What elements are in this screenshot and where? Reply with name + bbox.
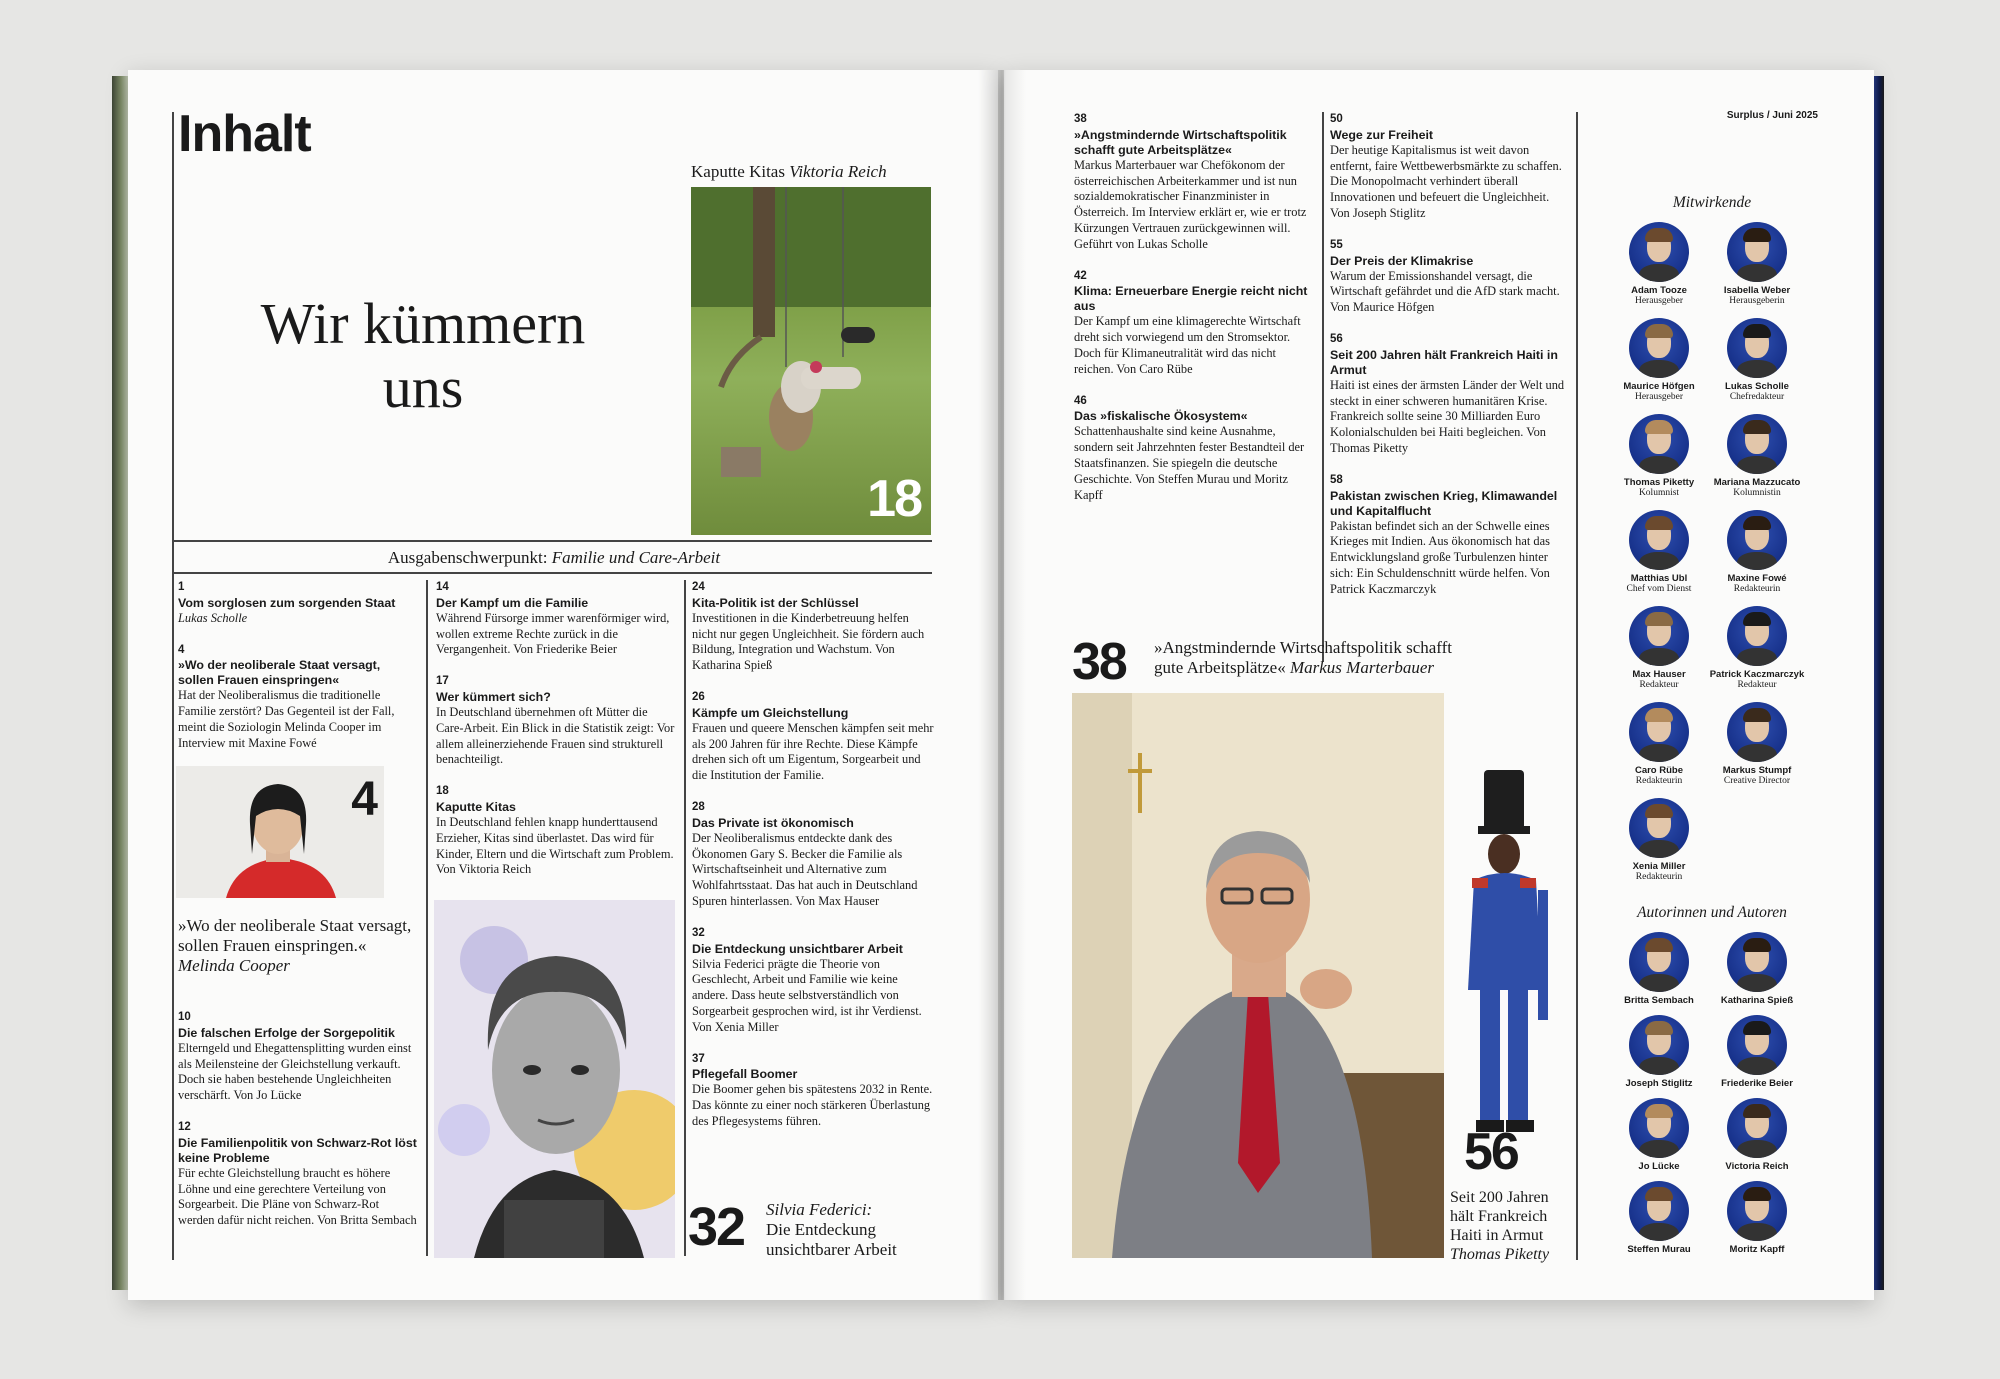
entry-headline: Die Familienpolitik von Schwarz-Rot löst keine Probleme	[178, 1135, 417, 1165]
contributor-card	[1604, 932, 1714, 1006]
avatar-body	[1737, 974, 1777, 992]
federici-line-1: Die Entdeckung	[766, 1220, 876, 1239]
toc-entry[interactable]	[436, 674, 676, 768]
toc-entry[interactable]	[178, 1010, 418, 1104]
toc-entry[interactable]	[178, 643, 418, 752]
toc-entry[interactable]	[1330, 238, 1570, 316]
entry-page-number: 4	[178, 643, 185, 656]
contributor-card	[1702, 1015, 1812, 1089]
left-page	[128, 70, 998, 1300]
contributor-name: Caro Rübe	[1634, 765, 1684, 776]
quote-text: »Wo der neoliberale Staat versagt, sollen Frauen einspringen.«	[178, 916, 412, 955]
toc-column-b	[1330, 112, 1570, 614]
entry-page-number: 10	[178, 1011, 191, 1023]
contributor-card	[1702, 510, 1812, 595]
column-rule	[1322, 112, 1324, 662]
avatar-body	[1639, 456, 1679, 474]
avatar-hair	[1743, 516, 1771, 530]
entry-page-number: 37	[692, 1052, 705, 1065]
entry-headline: Wege zur Freiheit	[1330, 127, 1434, 142]
contributor-name: Katharina Spieß	[1720, 995, 1794, 1006]
toc-entry[interactable]	[1074, 394, 1314, 504]
federici-page-number: 32	[688, 1197, 745, 1257]
avatar-hair	[1645, 708, 1673, 722]
toc-entry[interactable]	[1330, 473, 1570, 598]
contributor-card	[1702, 414, 1812, 499]
entry-page-number: 12	[178, 1120, 191, 1133]
entry-teaser: Der heutige Kapitalismus ist weit davon entfernt, faire Wettbewerbsmärkte zu schaffen. Die Monopolmacht verhindert überall Innovationen und befeuert die Ungleichheit. Von Joseph Stiglitz	[1330, 142, 1562, 220]
toc-entry[interactable]	[1074, 269, 1314, 378]
entry-page-number: 32	[692, 926, 705, 939]
contributor-card	[1604, 318, 1714, 403]
contributor-name: Matthias Ubl	[1630, 573, 1688, 584]
hero-line-1: Wir kümmern	[260, 291, 586, 356]
feature-56-author: Thomas Piketty	[1450, 1246, 1550, 1263]
federici-name: Silvia Federici:	[766, 1200, 873, 1219]
contributor-card	[1702, 932, 1812, 1006]
feature-38-author: Markus Marterbauer	[1289, 658, 1434, 677]
contributor-card	[1702, 1181, 1812, 1255]
column-rule	[426, 580, 428, 1256]
contributor-name: Mariana Mazzucato	[1713, 477, 1801, 488]
entry-headline: Pflegefall Boomer	[692, 1067, 798, 1082]
mitwirkende-heading: Mitwirkende	[1672, 194, 1752, 211]
contributor-role: Herausgeber	[1634, 392, 1683, 402]
avatar-body	[1737, 264, 1777, 282]
contributor-avatar	[1727, 1098, 1787, 1158]
avatar-hair	[1645, 1021, 1673, 1035]
avatar-hair	[1743, 1021, 1771, 1035]
quote-author: Melinda Cooper	[178, 956, 290, 975]
federici-illustration	[434, 900, 675, 1258]
contributor-avatar	[1727, 222, 1787, 282]
feature-38-line-1: »Angstmindernde Wirtschaftspolitik schafft	[1154, 638, 1453, 657]
toc-entry[interactable]	[692, 1052, 936, 1130]
toc-column-1	[178, 580, 418, 768]
contributor-card	[1702, 606, 1812, 691]
margin-rule	[172, 112, 174, 1260]
toc-entry[interactable]	[436, 580, 676, 658]
avatar-hair	[1743, 938, 1771, 952]
avatar-body	[1639, 552, 1679, 570]
entry-teaser: Investitionen in die Kinderbetreuung helfen nicht nur gegen Ungleichheit. Sie fördern auch Bildung, Integration und Wachstum. Von Katharina Spieß	[692, 610, 925, 673]
avatar-hair	[1743, 228, 1771, 242]
federici-caption	[766, 1200, 897, 1260]
contributor-name: Britta Sembach	[1624, 995, 1694, 1006]
contributor-name: Adam Tooze	[1631, 285, 1687, 296]
contributor-name: Markus Stumpf	[1722, 765, 1792, 776]
focus-label: Ausgabenschwerpunkt:	[387, 548, 548, 567]
contributor-name: Moritz Kapff	[1729, 1244, 1785, 1255]
contributor-role: Chef vom Dienst	[1626, 584, 1692, 594]
entry-headline: Der Preis der Klimakrise	[1330, 253, 1474, 268]
avatar-hair	[1645, 228, 1673, 242]
toc-column-1b	[178, 1010, 418, 1245]
spread-gutter	[978, 70, 1026, 1300]
entry-teaser: Für echte Gleichstellung braucht es höhere Löhne und eine gerechtere Verteilung von Sorgearbeit. Die Pläne von Schwarz-Rot werden dafür nicht reichen. Von Britta Sembach	[178, 1165, 417, 1228]
section-rule-lower	[172, 572, 932, 574]
entry-headline: Vom sorglosen zum sorgenden Staat	[178, 595, 396, 610]
avatar-hair	[1645, 612, 1673, 626]
entry-headline: Kämpfe um Gleichstellung	[692, 705, 849, 720]
contributor-role: Herausgeberin	[1729, 296, 1785, 306]
entry-page-number: 58	[1330, 473, 1343, 486]
entry-headline: Klima: Erneuerbare Energie reicht nicht aus	[1074, 284, 1308, 314]
entry-teaser: Schattenhaushalte sind keine Ausnahme, sondern seit Jahrzehnten fester Bestandteil der Staatsfinanzen. Sie spiegeln die deutsche Geschichte. Von Steffen Murau und Moritz Kapff	[1074, 424, 1305, 502]
entry-teaser: Silvia Federici prägte die Theorie von Geschlecht, Arbeit und Familie wie keine andere. Dass heute selbstverständlich von Sorgearbeit gesprochen wird, ist ihr Verdienst. Von Xenia Miller	[692, 956, 922, 1034]
entry-headline: Das »fiskalische Ökosystem«	[1074, 409, 1248, 424]
contributor-role: Redakteurin	[1635, 776, 1683, 786]
contributor-name: Joseph Stiglitz	[1625, 1078, 1693, 1089]
contributor-name: Friederike Beier	[1721, 1078, 1793, 1089]
contributor-avatar	[1629, 702, 1689, 762]
avatar-body	[1639, 974, 1679, 992]
contributor-card	[1702, 222, 1812, 307]
contributor-role: Redakteur	[1737, 680, 1777, 690]
cooper-quote	[178, 916, 418, 976]
entry-page-number: 55	[1330, 238, 1343, 251]
entry-headline: Pakistan zwischen Krieg, Klimawandel und Kapitalflucht	[1330, 488, 1558, 518]
caption-topic: Kaputte Kitas	[691, 162, 785, 181]
page-title: Inhalt	[178, 105, 311, 163]
avatar-hair	[1743, 708, 1771, 722]
contributor-card	[1702, 318, 1812, 403]
contributor-avatar	[1629, 1181, 1689, 1241]
toc-column-3	[692, 580, 936, 1146]
contributor-avatar	[1727, 606, 1787, 666]
entry-page-number: 46	[1074, 394, 1087, 407]
entry-headline: Der Kampf um die Familie	[436, 595, 589, 610]
entry-teaser: Warum der Emissionshandel versagt, die Wirtschaft gefährdet und die AfD stark macht. Von Maurice Höfgen	[1330, 268, 1560, 315]
feature-56-number: 56	[1464, 1123, 1518, 1181]
contributor-avatar	[1727, 1015, 1787, 1075]
hero-line-2: uns	[382, 355, 464, 420]
entry-teaser: Der Neoliberalismus entdeckte dank des Ökonomen Gary S. Becker die Familie als Wirtschaftseinheit und Alternative zum Wohlfahrtsstaat. Das hat auch in Deutschland Spuren hinterlassen. Von Max Hauser	[692, 830, 918, 908]
contributor-avatar	[1629, 318, 1689, 378]
contributor-avatar	[1727, 318, 1787, 378]
toc-column-a	[1074, 112, 1314, 519]
entry-headline: Die falschen Erfolge der Sorgepolitik	[178, 1025, 395, 1040]
feature-56-line-1: Seit 200 Jahren	[1450, 1189, 1549, 1206]
haiti-soldier-illustration	[1450, 770, 1560, 1170]
entry-teaser: Markus Marterbauer war Chefökonom der österreichischen Arbeiterkammer und ist nun sozialdemokratischer Finanzminister in Österreich. Im Interview erklärt er, wie er trotz Kürzungen Vertrauen zurückgewinnen will. Geführt von Lukas Scholle	[1074, 157, 1307, 251]
toc-entry[interactable]	[1330, 332, 1570, 457]
contributor-avatar	[1629, 798, 1689, 858]
contributor-card	[1604, 414, 1714, 499]
contributor-card	[1604, 798, 1714, 883]
avatar-body	[1737, 1223, 1777, 1241]
contributor-avatar	[1629, 1015, 1689, 1075]
contributor-card	[1604, 1181, 1714, 1255]
avatar-hair	[1645, 938, 1673, 952]
contributor-role: Kolumnistin	[1733, 488, 1781, 498]
contributor-avatar	[1727, 932, 1787, 992]
entry-teaser: Die Boomer gehen bis spätestens 2032 in Rente. Das könnte zu einer noch stärkeren Überlastung des Pflegesystems führen.	[692, 1082, 933, 1128]
contributor-avatar	[1629, 510, 1689, 570]
entry-headline: Wer kümmert sich?	[436, 689, 551, 704]
contributor-avatar	[1727, 1181, 1787, 1241]
column-rule	[1576, 112, 1578, 1260]
marterbauer-photo	[1072, 693, 1444, 1258]
contributor-card	[1604, 1015, 1714, 1089]
feature-56-line-3: Haiti in Armut	[1450, 1227, 1544, 1244]
avatar-body	[1737, 648, 1777, 666]
contributor-name: Steffen Murau	[1627, 1244, 1691, 1255]
contributor-card	[1604, 510, 1714, 595]
avatar-body	[1737, 1140, 1777, 1158]
avatar-body	[1639, 648, 1679, 666]
entry-headline: Die Entdeckung unsichtbarer Arbeit	[692, 941, 903, 956]
contributor-avatar	[1727, 414, 1787, 474]
entry-headline: Das Private ist ökonomisch	[692, 815, 854, 830]
avatar-body	[1737, 360, 1777, 378]
entry-page-number: 26	[692, 690, 705, 703]
avatar-body	[1737, 552, 1777, 570]
feature-56-line-2: hält Frankreich	[1450, 1208, 1548, 1225]
federici-line-2: unsichtbarer Arbeit	[766, 1240, 897, 1259]
feature-38-caption	[1072, 633, 1492, 692]
column-rule	[684, 580, 686, 1256]
contributor-name: Victoria Reich	[1725, 1161, 1789, 1172]
entry-teaser: Frauen und queere Menschen kämpfen seit mehr als 200 Jahren für ihre Rechte. Diese Kämpfe drehen sich oft um Eigentum, Sorgearbeit und die Institution der Familie.	[692, 720, 934, 783]
toc-column-2	[436, 580, 676, 894]
avatar-hair	[1743, 1187, 1771, 1201]
avatar-hair	[1645, 420, 1673, 434]
contributor-card	[1702, 1098, 1812, 1172]
contributor-name: Lukas Scholle	[1725, 381, 1789, 392]
avatar-body	[1639, 1223, 1679, 1241]
entry-page-number: 42	[1074, 269, 1087, 282]
feature-56-caption	[1450, 1123, 1574, 1288]
swing-photo	[691, 187, 931, 535]
toc-entry[interactable]	[692, 926, 936, 1036]
contributor-name: Xenia Miller	[1632, 861, 1686, 872]
feature-38-text	[1154, 638, 1494, 678]
feature-38-line-2: gute Arbeitsplätze«	[1154, 658, 1286, 677]
avatar-hair	[1645, 804, 1673, 818]
avatar-hair	[1743, 324, 1771, 338]
contributor-avatar	[1629, 414, 1689, 474]
contributor-avatar	[1727, 702, 1787, 762]
avatar-body	[1737, 456, 1777, 474]
contributor-avatar	[1629, 222, 1689, 282]
avatar-body	[1639, 264, 1679, 282]
feature-38-number: 38	[1072, 633, 1126, 691]
entry-teaser: Pakistan befindet sich an der Schwelle eines Krieges mit Indien. Aus ökonomisch hat das Entwicklungsland große Turbulenzen hinter sich: Ein Schuldenschnitt würde helfen. Von Patrick Kaczmarczyk	[1330, 518, 1550, 596]
toc-entry[interactable]	[1330, 112, 1570, 222]
federici-teaser	[688, 1197, 938, 1264]
entry-page-number: 14	[436, 581, 449, 593]
avatar-hair	[1743, 612, 1771, 626]
marterbauer-illustration	[1072, 693, 1444, 1258]
avatar-hair	[1743, 1104, 1771, 1118]
entry-page-number: 50	[1330, 113, 1343, 125]
entry-teaser: In Deutschland übernehmen oft Mütter die Care-Arbeit. Ein Blick in die Statistik zeigt: Vor allem alleinerziehende Frauen sind strukturell benachteiligt.	[436, 704, 675, 767]
contributor-role: Kolumnist	[1638, 488, 1680, 498]
contributor-card	[1604, 702, 1714, 787]
avatar-body	[1737, 1057, 1777, 1075]
entry-page-number: 18	[436, 785, 449, 798]
avatar-body	[1639, 744, 1679, 762]
toc-entry[interactable]	[178, 1120, 418, 1229]
contributor-role: Creative Director	[1723, 776, 1791, 786]
contributor-role: Chefredakteur	[1729, 392, 1785, 402]
toc-entry[interactable]	[178, 580, 418, 627]
entry-page-number: 28	[692, 800, 705, 813]
cooper-portrait	[176, 766, 384, 898]
photo-caption	[691, 162, 887, 182]
avatar-body	[1737, 744, 1777, 762]
contributor-card	[1604, 222, 1714, 307]
contributor-avatar	[1629, 606, 1689, 666]
entry-author: Lukas Scholle	[178, 610, 248, 625]
contributor-avatar	[1629, 932, 1689, 992]
entry-headline: Kaputte Kitas	[436, 799, 516, 814]
contributor-name: Maxine Fowé	[1727, 573, 1787, 584]
avatar-hair	[1645, 1187, 1673, 1201]
toc-entry[interactable]	[1074, 112, 1314, 253]
entry-teaser: Haiti ist eines der ärmsten Länder der Welt und steckt in einer schweren humanitären Krise. Frankreich sollte seine 30 Milliarden Euro Kolonialschulden bei Haiti begleichen. Von Thomas Piketty	[1330, 377, 1565, 455]
feature-56-text	[1450, 1188, 1549, 1264]
entry-teaser: In Deutschland fehlen knapp hunderttausend Erzieher, Kitas sind überlastet. Das wird für Kinder, Eltern und die Wirtschaft zum Problem. Von Viktoria Reich	[436, 814, 674, 877]
contributor-avatar	[1629, 1098, 1689, 1158]
federici-portrait	[434, 900, 675, 1258]
entry-teaser: Der Kampf um eine klimagerechte Wirtschaft dreht sich vorwiegend um den Stromsektor. Doch für Klimaneutralität wird das nicht reichen. Von Caro Rübe	[1074, 314, 1301, 376]
toc-entry[interactable]	[692, 800, 936, 910]
contributor-name: Patrick Kaczmarczyk	[1709, 669, 1805, 680]
avatar-body	[1639, 360, 1679, 378]
contributor-avatar	[1727, 510, 1787, 570]
section-rule	[172, 540, 932, 542]
contributor-name: Maurice Höfgen	[1623, 381, 1695, 392]
contributor-name: Thomas Piketty	[1623, 477, 1695, 488]
contributor-name: Max Hauser	[1632, 669, 1686, 680]
autoren-heading: Autorinnen und Autoren	[1637, 904, 1787, 921]
entry-headline: »Wo der neoliberale Staat versagt, sollen Frauen einspringen«	[178, 658, 381, 688]
focus-line	[174, 548, 934, 568]
entry-headline: Kita-Politik ist der Schlüssel	[692, 595, 859, 610]
contributor-card	[1604, 1098, 1714, 1172]
caption-author: Viktoria Reich	[789, 162, 887, 181]
hero-headline	[128, 292, 718, 420]
soldier-figure	[1450, 770, 1560, 1170]
avatar-hair	[1645, 1104, 1673, 1118]
cooper-page-number: 4	[351, 773, 376, 826]
avatar-hair	[1645, 324, 1673, 338]
entry-page-number: 17	[436, 675, 449, 688]
entry-page-number: 38	[1074, 113, 1087, 125]
contributor-name: Isabella Weber	[1723, 285, 1791, 296]
avatar-body	[1639, 1057, 1679, 1075]
right-page	[1004, 70, 1874, 1300]
entry-page-number: 56	[1330, 332, 1343, 345]
entry-teaser: Während Fürsorge immer warenförmiger wird, wollen extreme Rechte zurück in die Vergangenheit. Von Friederike Beier	[436, 610, 670, 657]
entry-page-number: 24	[692, 581, 705, 593]
contributor-card	[1604, 606, 1714, 691]
focus-topic: Familie und Care-Arbeit	[551, 548, 721, 567]
avatar-hair	[1743, 420, 1771, 434]
entry-headline: Seit 200 Jahren hält Frankreich Haiti in Armut	[1330, 347, 1558, 377]
entry-teaser: Elterngeld und Ehegattensplitting wurden einst als Meilensteine der Gleichstellung verkauft. Doch sie haben bestehende Ungleichheiten verschärft. Von Jo Lücke	[178, 1040, 412, 1103]
avatar-body	[1639, 1140, 1679, 1158]
contributor-name: Jo Lücke	[1638, 1161, 1680, 1172]
toc-entry[interactable]	[692, 580, 936, 674]
toc-entry[interactable]	[436, 784, 676, 878]
photo-page-number: 18	[867, 470, 921, 528]
contributor-card	[1702, 702, 1812, 787]
contributor-role: Herausgeber	[1634, 296, 1683, 306]
entry-page-number: 1	[178, 581, 185, 593]
avatar-hair	[1645, 516, 1673, 530]
entry-teaser: Hat der Neoliberalismus die traditionelle Familie zerstört? Das Gegenteil ist der Fall, meint die Soziologin Melinda Cooper im Interview mit Maxine Fowé	[178, 688, 395, 750]
issue-label: Surplus / Juni 2025	[1726, 110, 1818, 121]
avatar-body	[1639, 840, 1679, 858]
contributor-role: Redakteurin	[1733, 584, 1781, 594]
entry-headline: »Angstmindernde Wirtschaftspolitik schafft gute Arbeitsplätze«	[1074, 127, 1287, 157]
toc-entry[interactable]	[692, 690, 936, 784]
contributor-role: Redakteurin	[1635, 872, 1683, 882]
contributor-role: Redakteur	[1639, 680, 1679, 690]
